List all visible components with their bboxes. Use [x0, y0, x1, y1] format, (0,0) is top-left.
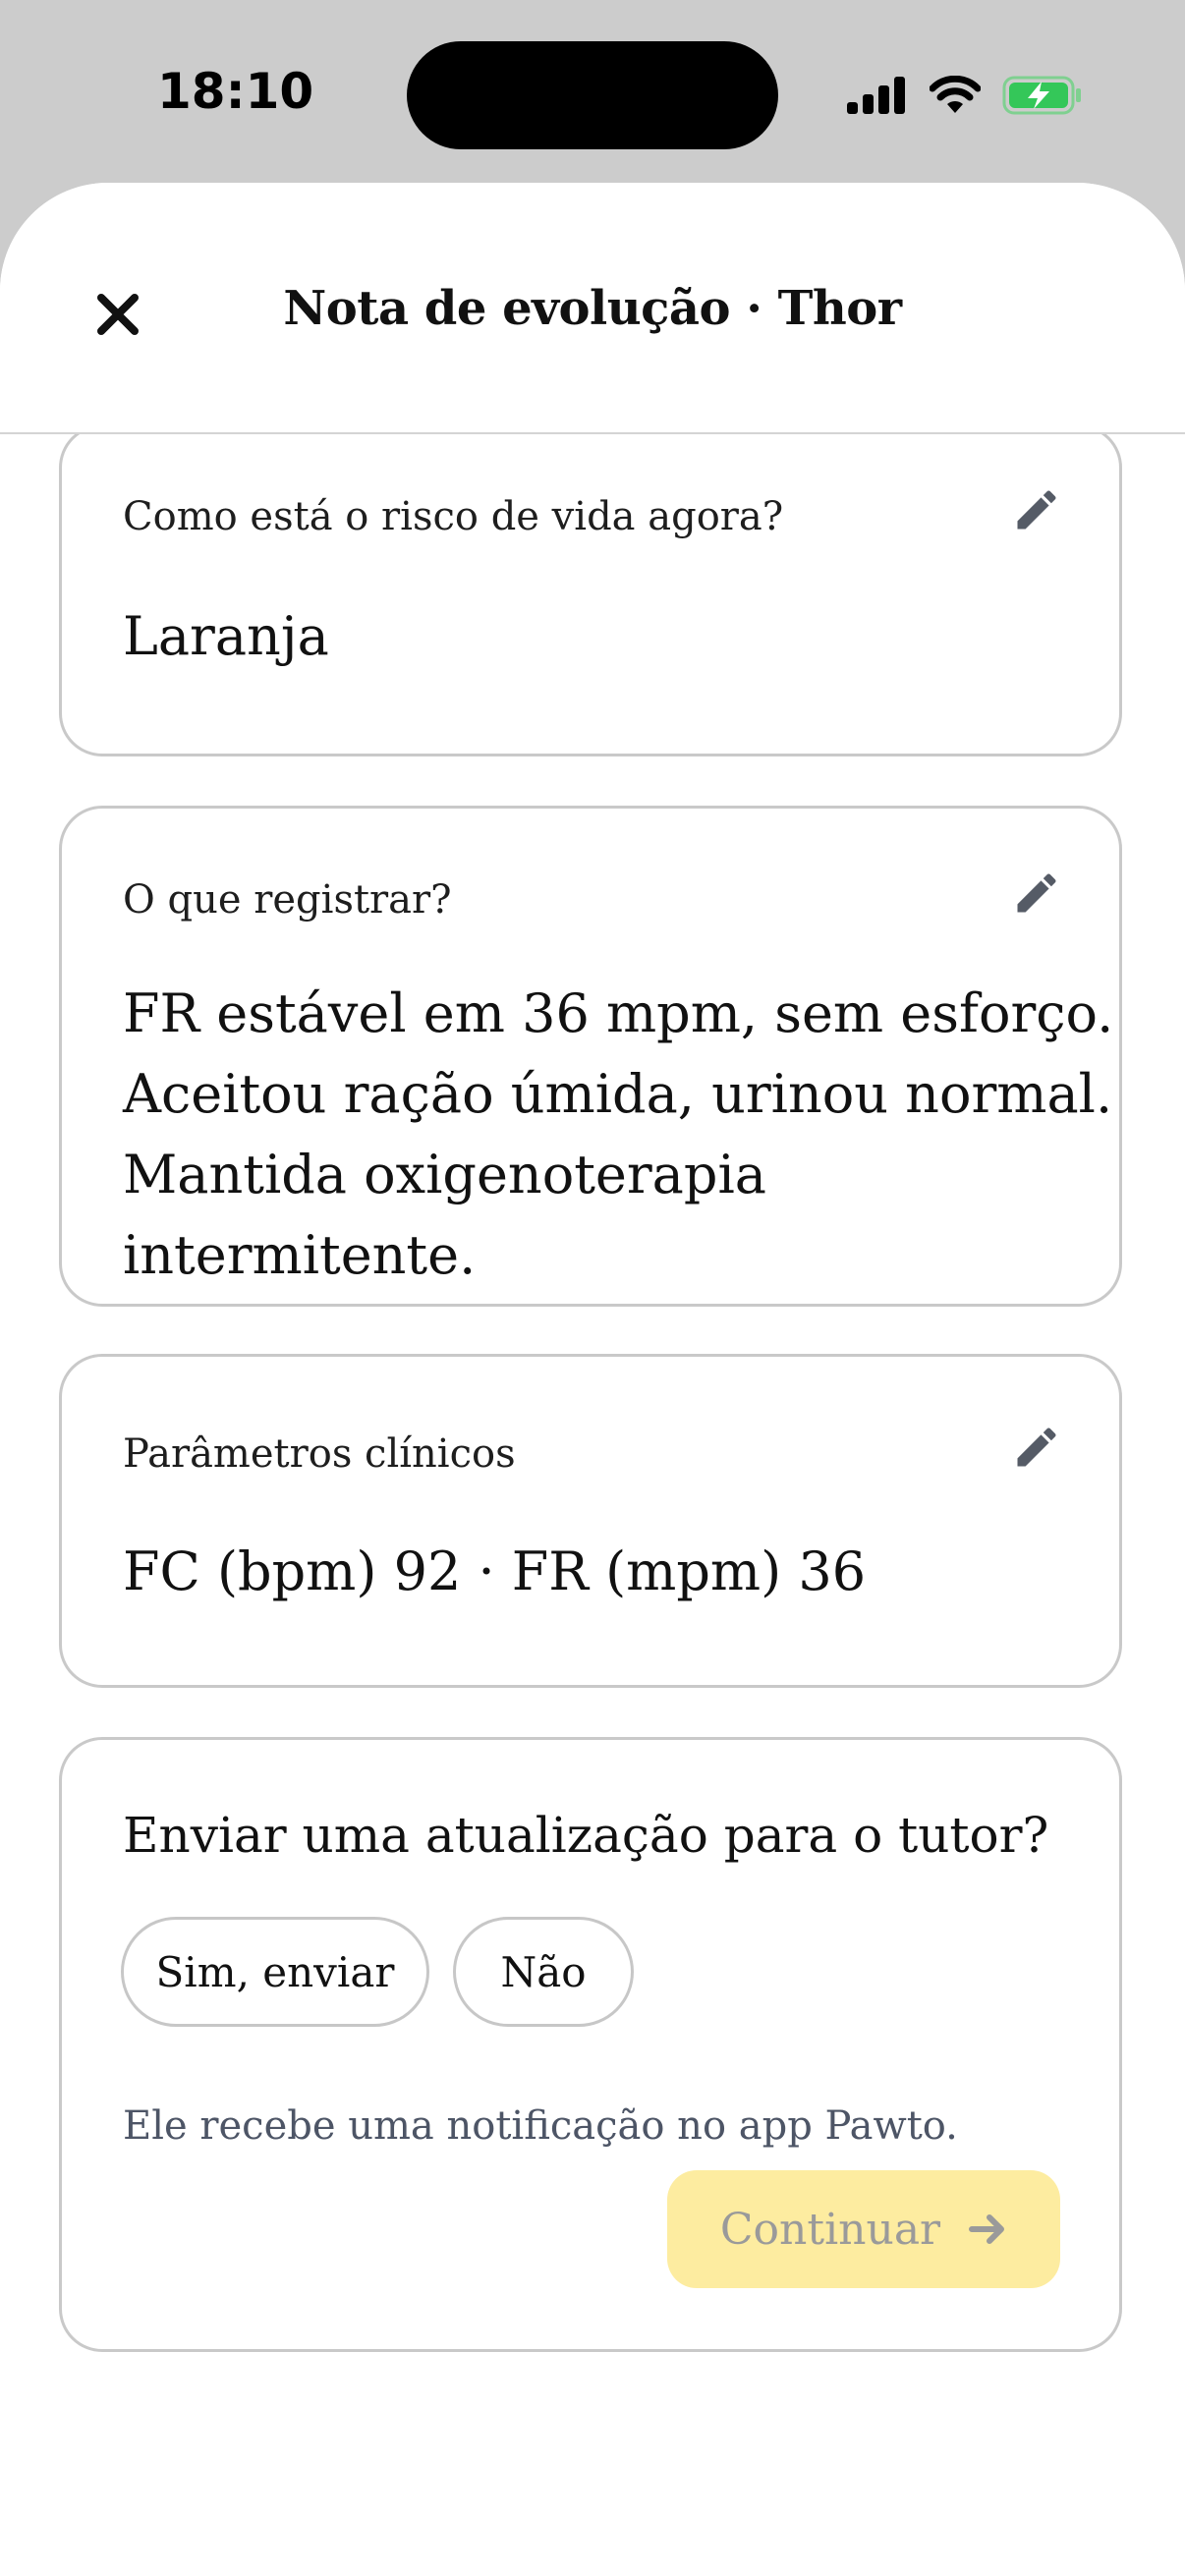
- continue-button[interactable]: [667, 2170, 1060, 2288]
- risk-label: Como está o risco de vida agora?: [123, 494, 784, 539]
- wifi-icon: [930, 76, 981, 115]
- edit-params-icon[interactable]: [1011, 1422, 1062, 1473]
- edit-risk-icon[interactable]: [1011, 484, 1062, 535]
- params-value: FC (bpm) 92 · FR (mpm) 36: [123, 1540, 867, 1602]
- params-label: Parâmetros clínicos: [123, 1431, 516, 1477]
- battery-charging-icon: [1002, 76, 1083, 115]
- status-time: 18:10: [157, 63, 314, 120]
- record-line: Aceitou ração úmida, urinou normal.: [123, 1063, 1113, 1125]
- record-card[interactable]: [59, 806, 1122, 1307]
- tutor-update-question: Enviar uma atualização para o tutor?: [123, 1807, 1049, 1864]
- yes-send-button[interactable]: Sim, enviar: [121, 1917, 429, 2027]
- record-line: FR estável em 36 mpm, sem esforço.: [123, 982, 1114, 1044]
- arrow-right-icon: [968, 2210, 1007, 2249]
- status-bar: [0, 0, 1185, 187]
- continue-label: Continuar: [719, 2204, 941, 2255]
- record-line: Mantida oxigenoterapia intermitente.: [123, 1144, 766, 1286]
- bottom-sheet: [0, 183, 1185, 2576]
- risk-card[interactable]: [59, 424, 1122, 756]
- sheet-header: [0, 183, 1185, 434]
- page-title: Nota de evolução · Thor: [283, 281, 902, 336]
- params-card[interactable]: [59, 1354, 1122, 1688]
- no-button[interactable]: Não: [453, 1917, 634, 2027]
- signal-icon: [847, 77, 908, 114]
- risk-value: Laranja: [123, 605, 329, 667]
- edit-record-icon[interactable]: [1011, 868, 1062, 919]
- dynamic-island: [407, 41, 778, 149]
- tutor-update-card: [59, 1737, 1122, 2352]
- status-icons: [847, 71, 1083, 120]
- tutor-update-helper: Ele recebe uma notificação no app Pawto.: [123, 2103, 958, 2149]
- record-text: [123, 974, 1119, 1296]
- record-label: O que registrar?: [123, 877, 452, 923]
